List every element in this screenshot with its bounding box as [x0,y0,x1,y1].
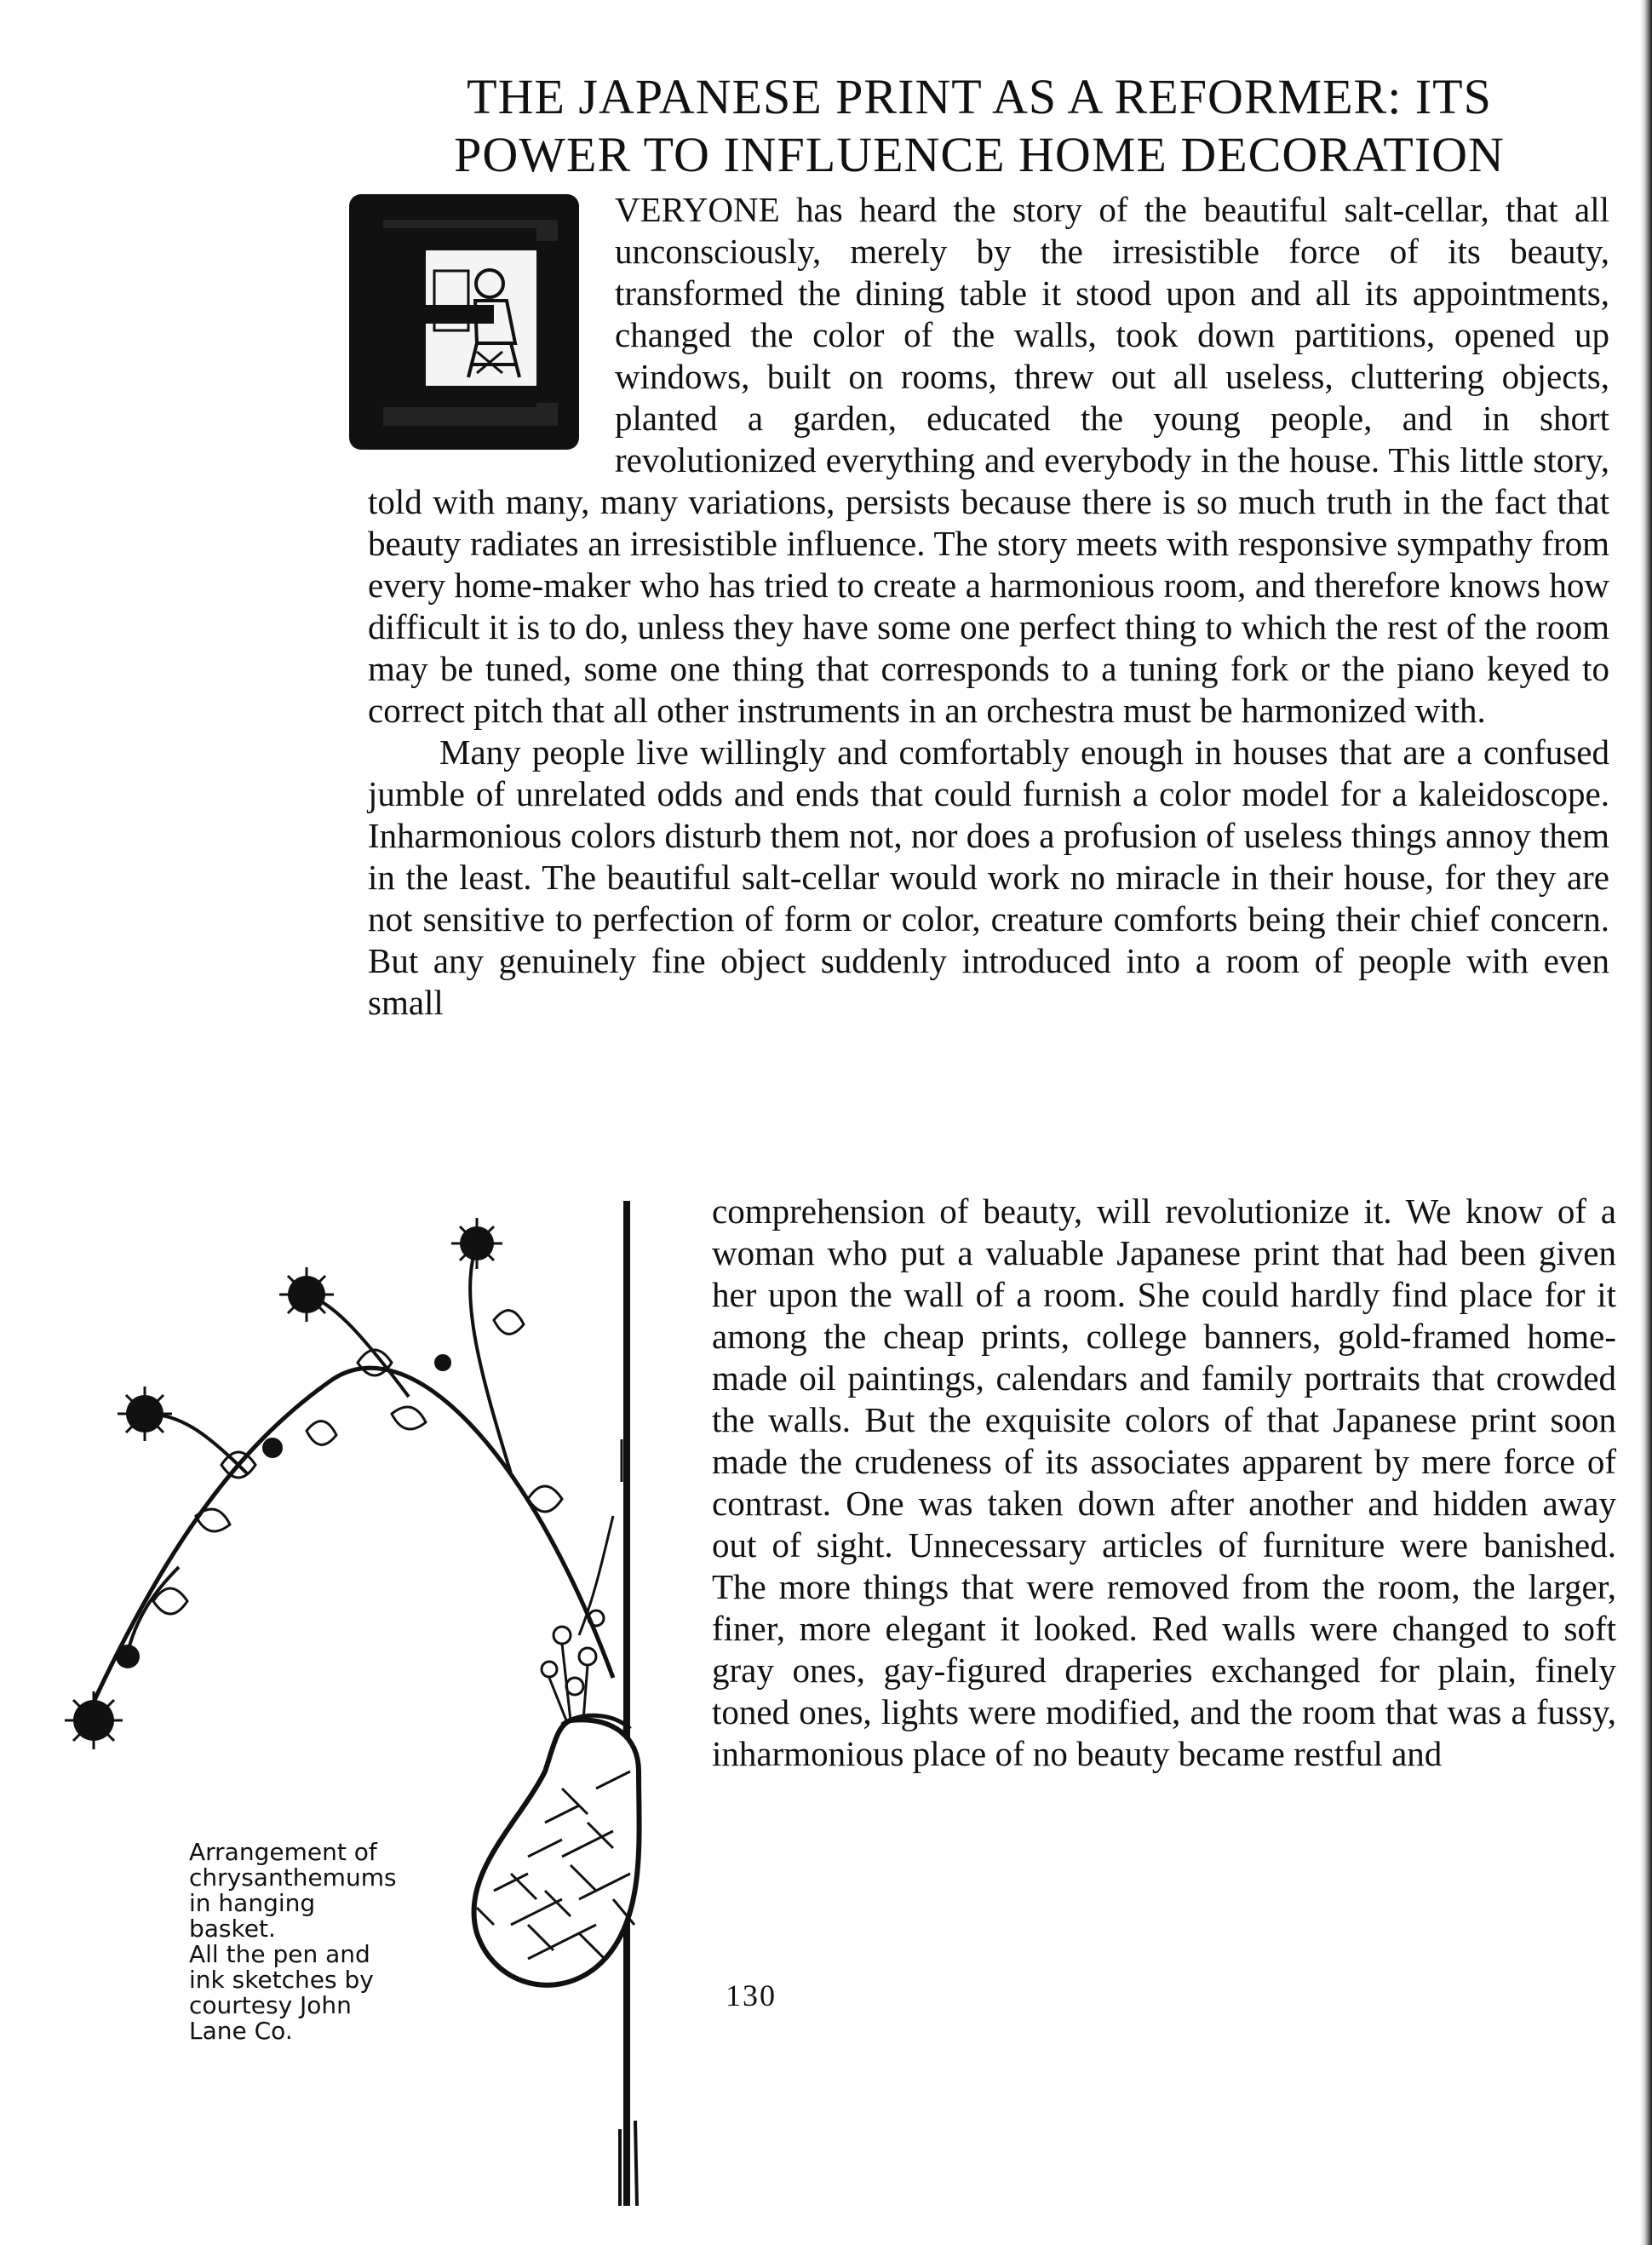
article-body-top [368,189,1609,1024]
caption-line: in hanging [189,1889,316,1917]
paragraph-2-bottom: comprehension of beauty, will revolutionize it. We know of a woman who put a valuable Japanese print that had been given her upon the wall of a room. She could hardly find place for it among the cheap prints, college banners, gold-framed home-made oil paintings, calendars and family portraits that crowded the walls. But the exquisite colors of that Japanese print soon made the crudeness of its associates apparent by mere force of contrast. One was taken down after another and hidden away out of sight. Unnecessary articles of furniture were banished. The more things that were removed from the room, the larger, finer, more elegant it looked. Red walls were changed to soft gray ones, gay-figured draperies exchanged for plain, finely toned ones, lights were modified, and the room that was a fussy, inharmonious place of no beauty became restful and [712,1191,1616,1773]
caption-line: ink sketches by [189,1966,374,1994]
caption-line: courtesy John [189,1991,352,2019]
paragraph-1: VERYONE has heard the story of the beautiful salt-cellar, that all unconsciously, merely by the irresistible force of its beauty, transformed the dining table it stood upon and all its appointments, changed the color of the walls, took down partitions, opened up windows, built on rooms, threw out all useless, cluttering objects, planted a garden, educated the young people, and in short revolutionized everything and everybody in the house. This little story, told with many, many variations, persists because there is so much truth in the fact that beauty radiates an irresistible influence. The story meets with responsive sympathy from every home-maker who has tried to create a harmonious room, and therefore knows how difficult it is to do, unless they have some one perfect thing to which the rest of the room may be tuned, some one thing that corresponds to a tuning fork or the piano keyed to correct pitch that all other instruments in an orchestra must be harmonized with. [368,190,1609,730]
figure-caption [189,1840,462,2044]
chrysanthemum-basket-sketch [51,1192,707,2214]
article-body-bottom [712,1191,1616,1775]
page-binding-edge [1640,0,1652,2245]
drop-cap-letter: E [349,194,350,195]
paragraph-2-top: Many people live willingly and comfortably enough in houses that are a confused jumble of unrelated odds and ends that could furnish a color model for a kaleidoscope. Inharmonious colors disturb them not, nor does a profusion of useless things annoy them in the least. The beautiful salt-cellar would work no miracle in their house, for they are not sensitive to perfection of form or color, creature comforts being their chief concern. But any genuinely fine object suddenly introduced into a room of people with even small [368,732,1609,1022]
page-number: 130 [726,1978,777,2012]
article-title [349,68,1609,184]
title-line-1: THE JAPANESE PRINT AS A REFORMER: ITS [467,69,1492,124]
caption-line: basket. [189,1915,276,1943]
caption-line: Lane Co. [189,2017,293,2045]
drop-cap-spacer [368,189,615,475]
caption-line: Arrangement of [189,1838,377,1866]
chrysanthemum-sketch-drawing [51,1192,707,2214]
caption-line: All the pen and [189,1940,370,1968]
caption-line: chrysanthemums [189,1863,397,1892]
title-line-2: POWER TO INFLUENCE HOME DECORATION [454,127,1505,182]
